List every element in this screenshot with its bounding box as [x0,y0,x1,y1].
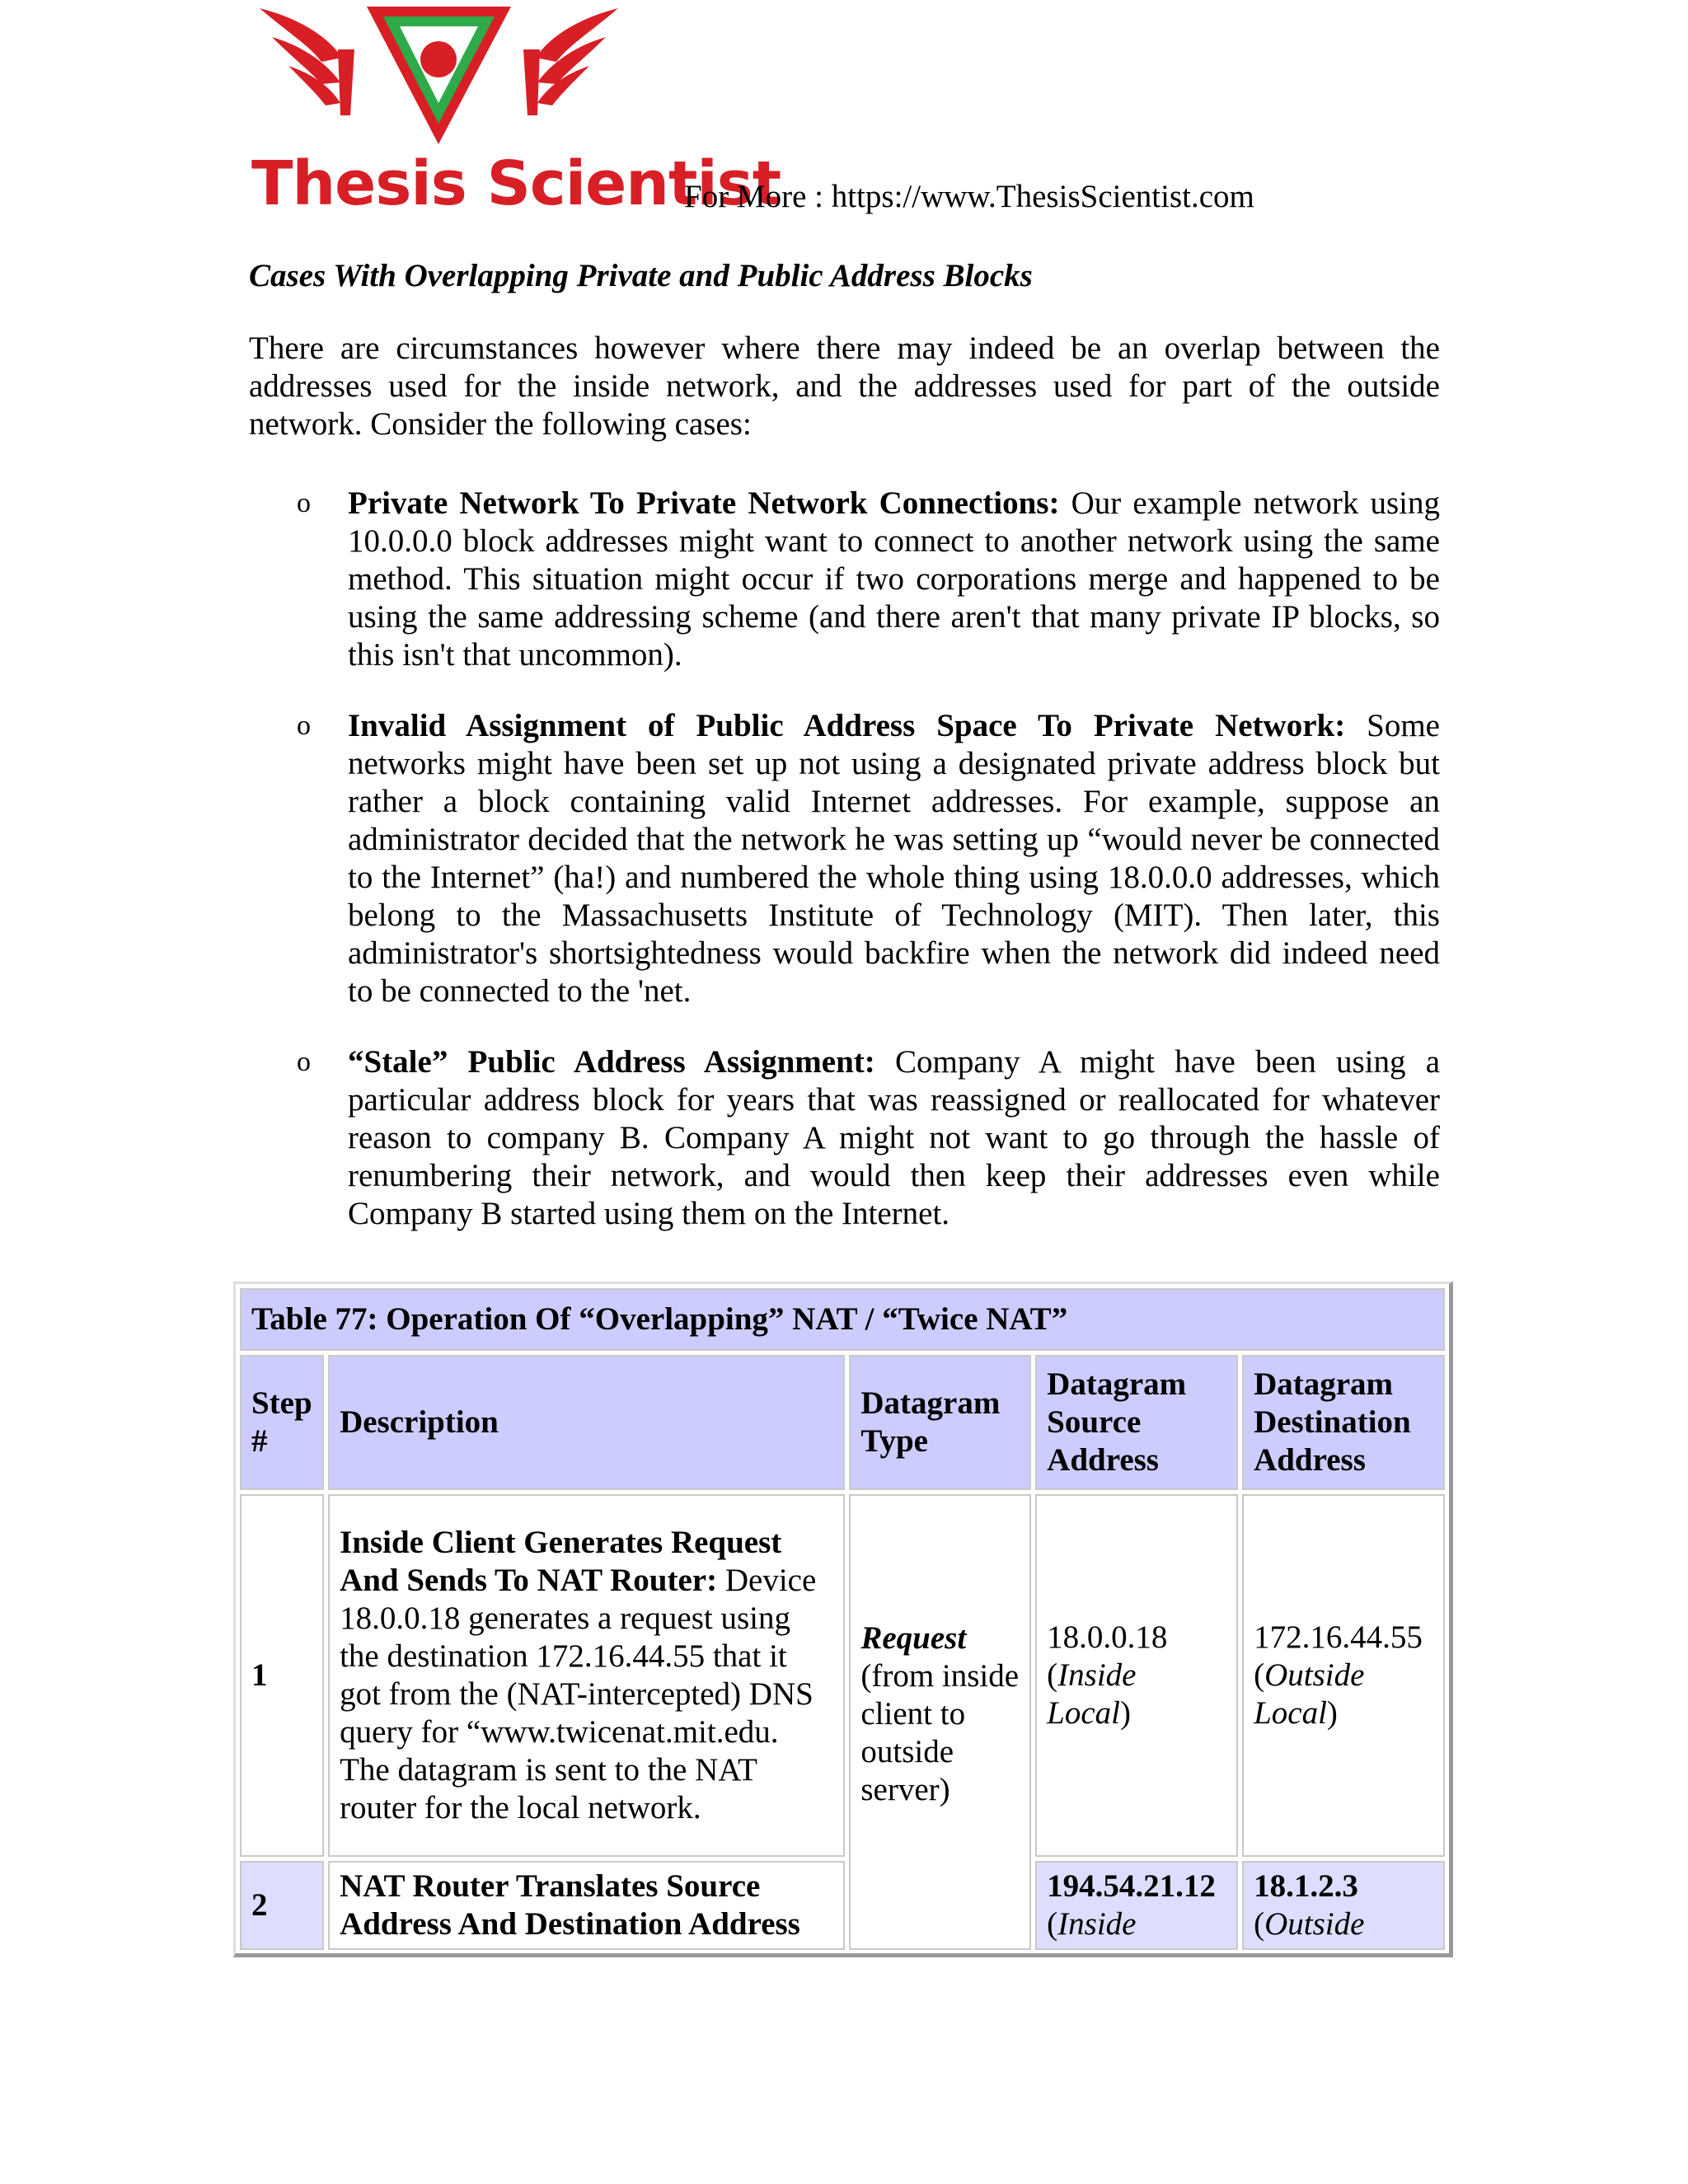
list-item [249,485,1440,674]
step-description [328,1494,845,1857]
step-title: Inside Client Generates Request And Sends To NAT Router: [340,1525,782,1598]
header-step: Step # [240,1355,324,1490]
header-destination-address: Datagram Destination Address [1242,1355,1445,1490]
table-header-row [240,1355,1445,1490]
intro-paragraph: There are circumstances however where there may indeed be an overlap between the addresses used for the inside network, and the addresses used for part of the outside network. Consider the following cases: [249,330,1440,442]
source-address-value: 18.0.0.18 [1047,1619,1168,1655]
bullet-text: Some networks might have been set up not using a designated private address block but rather a block containing valid Internet addresses. For example, suppose an administrator decided that the network he was setting up “would never be connected to the Internet” (ha!) and numbered the whole thing using 18.0.0.0 addresses, which belong to the Massachusetts Institute of Technology (MIT). Then later, this administrator's shortsightedness would backfire when the network did indeed need to be connected to the 'net. [348,708,1440,1009]
step-title: NAT Router Translates Source Address And Destination Address [340,1868,800,1942]
section-title: Cases With Overlapping Private and Public Address Blocks [249,258,1033,293]
destination-address: 172.16.44.55 (Outside Local) [1242,1494,1445,1857]
list-item [249,1043,1440,1233]
cases-list [249,485,1440,1266]
source-address-label: Inside Local [1047,1657,1137,1731]
bullet-marker: o [297,488,311,518]
bullet-text: Our example network using 10.0.0.0 block addresses might want to connect to another network using the same method. This situation might occur if two corporations merge and happened to be using the same addressing scheme (and there aren't that many private IP blocks, so this isn't that uncommon). [348,485,1440,673]
bullet-marker: o [297,1047,311,1077]
destination-address-value: 18.1.2.3 [1254,1868,1358,1904]
website-link[interactable]: For More : https://www.ThesisScientist.com [684,179,1254,214]
bullet-marker: o [297,710,311,741]
bullet-title: Private Network To Private Network Connections: [348,485,1060,521]
table-row [240,1494,1445,1857]
datagram-type-text: (from inside client to outside server) [860,1658,1020,1807]
header-description: Description [328,1355,845,1490]
step-number: 1 [240,1494,324,1857]
bullet-title: “Stale” Public Address Assignment: [348,1044,875,1080]
bullet-text: Company A might have been using a particular address block for years that was reassigned or reallocated for whatever reason to company B. Company A might not want to go through the hassle of renumbering their network, and would then keep their addresses even while Company B started using them on the Internet. [348,1044,1441,1231]
nat-operation-table [236,1284,1449,1954]
logo-wordmark: Thesis Scientist [251,148,781,219]
bullet-title: Invalid Assignment of Public Address Space To Private Network: [348,708,1346,743]
datagram-type [849,1494,1031,1950]
table-caption: Table 77: Operation Of “Overlapping” NAT / “Twice NAT” [240,1288,1445,1351]
destination-address-label: Outside [1264,1906,1365,1942]
header-datagram-type: Datagram Type [849,1355,1031,1490]
source-address: 18.0.0.18 (Inside Local) [1035,1494,1238,1857]
table-caption-row [240,1288,1445,1351]
source-address: 194.54.21.12 (Inside [1035,1861,1238,1950]
datagram-type-title: Request [860,1620,967,1656]
header-source-address: Datagram Source Address [1035,1355,1238,1490]
source-address-value: 194.54.21.12 [1047,1868,1216,1904]
source-address-label: Inside [1057,1906,1137,1942]
table-row [240,1861,1445,1950]
step-text: Device 18.0.0.18 generates a request using the destination 172.16.44.55 that it got from the (NAT-intercepted) DNS query for “www.twicenat.mit.edu. The datagram is sent to the NAT router for the local network. [340,1563,817,1825]
destination-address: 18.1.2.3 (Outside [1242,1861,1445,1950]
step-description [328,1861,845,1950]
destination-address-value: 172.16.44.55 [1254,1619,1423,1655]
list-item [249,707,1440,1010]
destination-address-label: Outside Local [1254,1657,1365,1731]
nat-table-container [233,1282,1453,1957]
step-number: 2 [240,1861,324,1950]
